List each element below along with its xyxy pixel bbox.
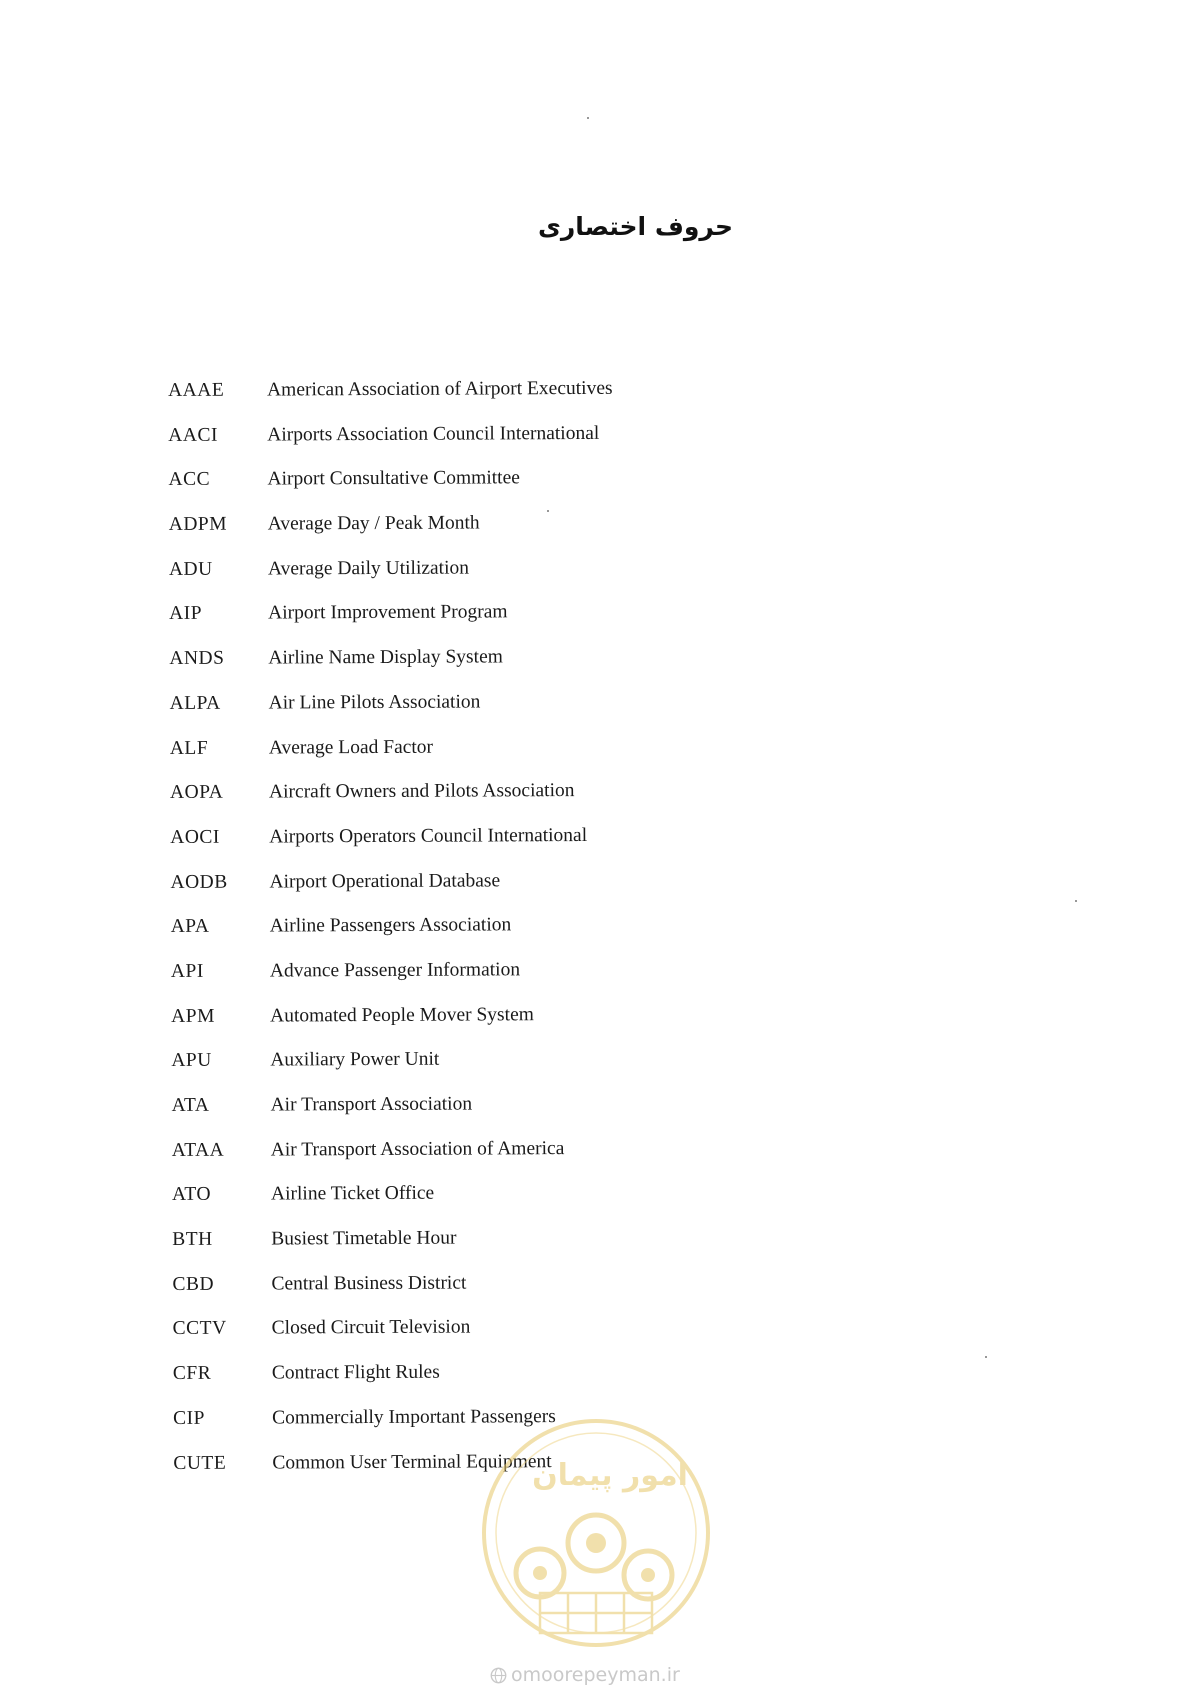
- page-title: حروف اختصاری: [538, 212, 733, 241]
- abbreviation-code: ATAA: [171, 1139, 225, 1161]
- abbreviation-code: AAAE: [168, 379, 225, 401]
- stamp-lettering: امور پیمان: [532, 1458, 688, 1493]
- abbreviation-definition: Airport Operational Database: [269, 869, 501, 893]
- scan-speck: [587, 117, 589, 119]
- abbreviation-definition: Advance Passenger Information: [269, 959, 521, 982]
- abbreviation-definition: Airports Association Council International: [267, 422, 600, 446]
- abbreviation-definition: Airline Ticket Office: [270, 1183, 435, 1205]
- abbreviation-definition: Average Daily Utilization: [267, 557, 470, 580]
- abbreviation-row: [173, 1316, 618, 1363]
- abbreviation-code: APM: [171, 1005, 215, 1027]
- abbreviation-list: [168, 378, 618, 1497]
- abbreviation-definition: Auxiliary Power Unit: [270, 1048, 440, 1071]
- abbreviation-definition: Airports Operators Council International: [269, 824, 588, 848]
- abbreviation-row: [170, 691, 615, 738]
- abbreviation-code: AOPA: [169, 781, 224, 804]
- abbreviation-code: ATA: [171, 1094, 210, 1116]
- abbreviation-definition: Aircraft Owners and Pilots Association: [268, 780, 575, 803]
- abbreviation-row: [172, 1227, 617, 1274]
- abbreviation-definition: Airport Consultative Committee: [267, 467, 520, 490]
- abbreviation-definition: American Association of Airport Executives: [266, 377, 613, 401]
- abbreviation-code: CCTV: [172, 1318, 227, 1340]
- abbreviation-code: BTH: [172, 1228, 213, 1251]
- abbreviation-row: [169, 601, 614, 648]
- abbreviation-row: [171, 1003, 616, 1050]
- abbreviation-code: ADPM: [168, 513, 228, 536]
- abbreviation-code: API: [170, 960, 204, 982]
- abbreviation-code: CBD: [172, 1273, 215, 1295]
- abbreviation-definition: Air Transport Association: [270, 1093, 473, 1116]
- abbreviation-definition: Average Day / Peak Month: [267, 512, 480, 535]
- abbreviation-definition: Air Transport Association of America: [270, 1137, 565, 1161]
- abbreviation-row: [173, 1361, 618, 1408]
- abbreviation-definition: Busiest Timetable Hour: [271, 1227, 457, 1250]
- abbreviation-code: CFR: [172, 1362, 212, 1385]
- abbreviation-row: [170, 780, 615, 827]
- abbreviation-row: [169, 512, 614, 559]
- abbreviation-definition: Average Load Factor: [268, 736, 434, 759]
- abbreviation-definition: Common User Terminal Equipment: [272, 1450, 552, 1474]
- abbreviation-code: ANDS: [169, 647, 225, 670]
- abbreviation-row: [168, 423, 613, 470]
- abbreviation-code: ACC: [168, 469, 211, 491]
- abbreviation-definition: Contract Flight Rules: [271, 1361, 440, 1384]
- watermark-url-text: omoorepeyman.ir: [511, 1664, 680, 1686]
- abbreviation-row: [171, 1093, 616, 1140]
- scan-speck: [547, 510, 549, 512]
- abbreviation-definition: Commercially Important Passengers: [272, 1405, 556, 1429]
- abbreviation-definition: Automated People Mover System: [270, 1003, 534, 1027]
- abbreviation-row: [171, 959, 616, 1006]
- abbreviation-code: AACI: [168, 424, 218, 446]
- abbreviation-code: CIP: [173, 1407, 205, 1429]
- abbreviation-code: ALPA: [169, 692, 221, 714]
- abbreviation-code: AIP: [169, 603, 203, 625]
- abbreviation-definition: Closed Circuit Television: [271, 1316, 471, 1339]
- abbreviation-row: [169, 646, 614, 693]
- abbreviation-code: AOCI: [170, 826, 220, 848]
- scan-speck: [1075, 900, 1077, 902]
- abbreviation-row: [170, 825, 615, 872]
- abbreviation-definition: Central Business District: [271, 1272, 467, 1295]
- abbreviation-row: [169, 557, 614, 604]
- watermark-url: [490, 1664, 680, 1686]
- abbreviation-code: CUTE: [173, 1452, 227, 1474]
- abbreviation-code: ALF: [169, 737, 209, 759]
- abbreviation-row: [172, 1182, 617, 1229]
- abbreviation-definition: Airline Name Display System: [268, 646, 503, 669]
- abbreviation-code: AODB: [170, 871, 228, 893]
- abbreviation-definition: Air Line Pilots Association: [268, 691, 481, 714]
- abbreviation-code: ADU: [168, 558, 213, 580]
- abbreviation-row: [172, 1272, 617, 1319]
- abbreviation-row: [170, 869, 615, 916]
- abbreviation-code: APA: [170, 916, 210, 938]
- abbreviation-row: [168, 467, 613, 514]
- abbreviation-row: [172, 1138, 617, 1185]
- abbreviation-code: ATO: [171, 1184, 212, 1206]
- globe-icon: [490, 1667, 507, 1684]
- scan-speck: [985, 1356, 987, 1358]
- abbreviation-definition: Airport Improvement Program: [268, 601, 508, 624]
- abbreviation-definition: Airline Passengers Association: [269, 914, 512, 937]
- abbreviation-row: [171, 1048, 616, 1095]
- abbreviation-row: [171, 914, 616, 961]
- abbreviation-code: APU: [171, 1050, 212, 1072]
- abbreviation-row: [170, 735, 615, 782]
- watermark-stamp-logo: [478, 1415, 714, 1651]
- abbreviation-row: [168, 378, 613, 425]
